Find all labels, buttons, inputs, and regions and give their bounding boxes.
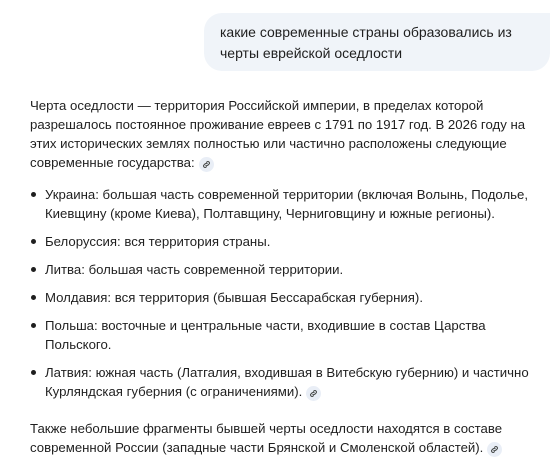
list-item-text: Украина: большая часть современной территории (включая Волынь, Подолье, Киевщину (кроме Киева), Полтавщину, Черниговщину и южные регионы).: [45, 187, 529, 221]
source-link-button[interactable]: [199, 157, 214, 172]
response-intro: [30, 96, 554, 172]
assistant-response: [30, 96, 554, 457]
response-intro-text: Черта оседлости — территория Российской империи, в пределах которой разрешалось постоянное проживание евреев с 1791 по 1917 год. В 2026 году на этих исторических землях полностью или частично расположены следующие современные государства:: [30, 98, 526, 170]
country-list: [30, 185, 554, 401]
list-item: [30, 363, 554, 401]
source-link-button[interactable]: [306, 386, 321, 401]
list-item-text: Латвия: южная часть (Латгалия, входившая в Витебскую губернию) и частично Курляндская губерния (с ограничениями).: [45, 365, 529, 399]
link-icon: [490, 445, 499, 454]
user-message-bubble: [204, 13, 550, 71]
link-icon: [309, 389, 318, 398]
link-icon: [202, 160, 211, 169]
list-item: [30, 288, 554, 307]
user-message-text: какие современные страны образовались из черты еврейской оседлости: [220, 24, 512, 61]
list-item: [30, 260, 554, 279]
list-item-text: Молдавия: вся территория (бывшая Бессарабская губерния).: [45, 290, 423, 305]
response-outro: [30, 419, 554, 457]
list-item: [30, 316, 554, 354]
list-item-text: Польша: восточные и центральные части, входившие в состав Царства Польского.: [45, 318, 486, 352]
source-link-button[interactable]: [487, 442, 502, 457]
response-outro-text: Также небольшие фрагменты бывшей черты оседлости находятся в составе современной России (западные части Брянской и Смоленской областей).: [30, 421, 503, 455]
list-item-text: Литва: большая часть современной территории.: [45, 262, 344, 277]
list-item-text: Белоруссия: вся территория страны.: [45, 234, 271, 249]
list-item: [30, 232, 554, 251]
list-item: [30, 185, 554, 223]
